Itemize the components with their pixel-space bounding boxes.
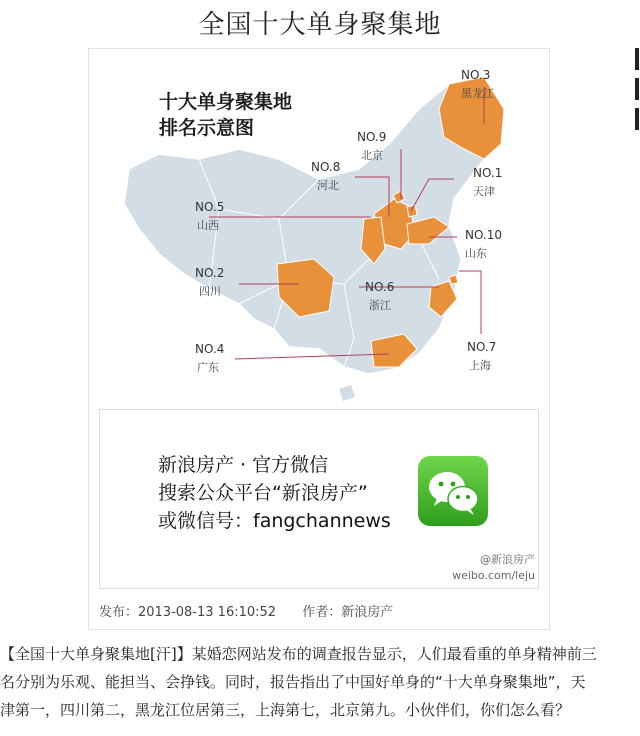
- weibo-url: weibo.com/leju: [452, 569, 535, 582]
- tianjin-region: [407, 205, 417, 217]
- promo-line3: 或微信号：fangchannews: [158, 510, 391, 532]
- scrollbar[interactable]: [632, 40, 640, 140]
- label-province: 河北: [317, 179, 339, 192]
- shanghai-region: [449, 275, 458, 284]
- wechat-icon: [418, 456, 488, 526]
- label-province: 黑龙江: [461, 87, 494, 100]
- label-rank: NO.1: [473, 166, 503, 180]
- label-rank: NO.5: [195, 200, 225, 214]
- promo-line2: 搜索公众平台“新浪房产”: [158, 482, 368, 504]
- publish-time: 发布：2013-08-13 16:10:52: [99, 605, 277, 620]
- label-province: 山西: [197, 219, 219, 232]
- post-meta: [99, 601, 415, 620]
- hainan-island: [339, 385, 355, 401]
- label-rank: NO.8: [311, 160, 341, 174]
- label-province: 山东: [465, 247, 487, 260]
- china-map: [89, 49, 549, 409]
- article-line: 津第一，四川第二，黑龙江位居第三，上海第七，北京第九。小伙伴们，你们怎么看？: [0, 701, 571, 719]
- author: 作者：新浪房产: [302, 605, 394, 620]
- label-rank: NO.6: [365, 280, 395, 294]
- label-rank: NO.7: [467, 340, 497, 354]
- weibo-name: @新浪房产: [480, 553, 535, 566]
- label-province: 天津: [473, 185, 495, 198]
- map-heading-line2: 排名示意图: [159, 117, 255, 139]
- label-province: 四川: [199, 285, 221, 298]
- weibo-watermark: [415, 552, 535, 584]
- label-rank: NO.4: [195, 342, 225, 356]
- map-heading-line1: 十大单身聚集地: [159, 91, 293, 113]
- article-line: 名分别为乐观、能担当、会挣钱。同时，报告指出了中国好单身的“十大单身聚集地”，天: [0, 673, 586, 691]
- label-province: 浙江: [369, 299, 391, 312]
- label-province: 北京: [361, 149, 383, 162]
- label-province: 上海: [469, 359, 491, 372]
- article-body: [0, 640, 640, 724]
- label-rank: NO.9: [357, 130, 387, 144]
- page-title: 全国十大单身聚集地: [198, 10, 442, 40]
- map-graphic: [89, 49, 549, 409]
- promo-line1: 新浪房产 · 官方微信: [158, 454, 329, 476]
- label-rank: NO.3: [461, 68, 491, 82]
- label-rank: NO.10: [465, 228, 503, 242]
- label-rank: NO.2: [195, 266, 225, 280]
- article-image-card: [88, 48, 550, 630]
- article-line: 【全国十大单身聚集地[汗]】某婚恋网站发布的调查报告显示，人们最看重的单身精神前三: [0, 645, 597, 663]
- label-province: 广东: [197, 361, 219, 374]
- map-heading: [159, 89, 292, 141]
